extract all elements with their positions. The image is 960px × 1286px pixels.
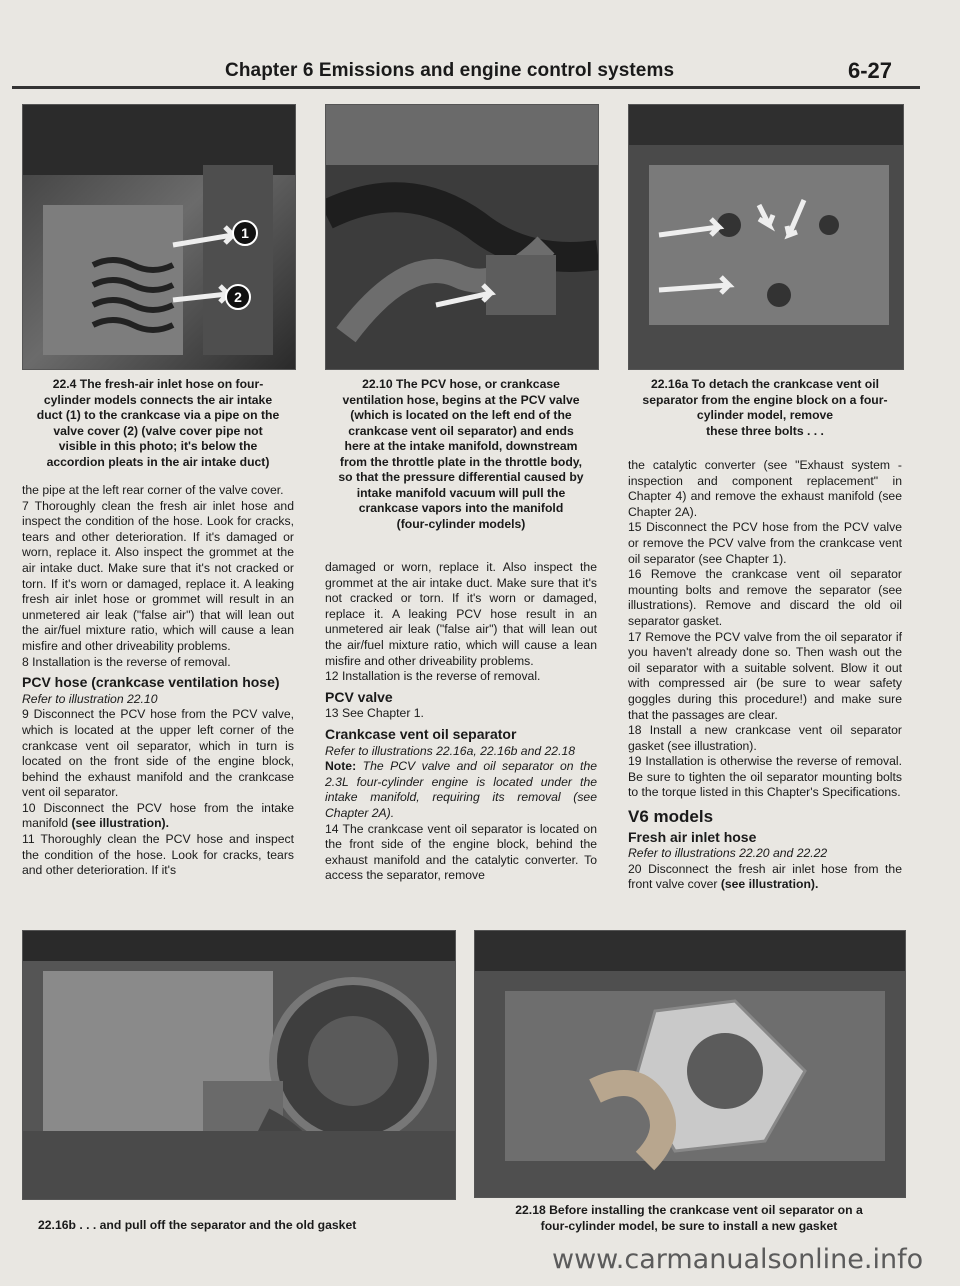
caption-line: visible in this photo; it's below the — [58, 439, 258, 453]
paragraph: 13 See Chapter 1. — [325, 706, 424, 721]
caption-line: (four-cylinder models) — [396, 516, 526, 531]
paragraph: 19 Installation is otherwise the reverse of removal. Be sure to tighten the oil separator mounting bolts to the torque listed in this Chapter's Specifications. — [628, 754, 902, 800]
paragraph-text: 10 Disconnect the PCV hose from the intake manifold — [22, 800, 294, 831]
caption-line: ventilation hose, begins at the PCV valve — [342, 392, 580, 407]
paragraph: 7 Thoroughly clean the fresh air inlet hose and inspect the condition of the hose. Look for cracks, tears and other deterioration. If it's damaged or worn, replace it. Also inspect the grommet at the air intake duct. Make sure that it's not cracked or torn. If it's worn or damaged, replace it. A leaking fresh air inlet hose or grommet will result in an unmetered air leak ("false air") that will lean out the air/fuel mixture ratio, which will cause a lean misfire and other driveability problems. — [22, 498, 294, 653]
illustration-link: (see illustration). — [71, 816, 169, 831]
header-rule — [12, 86, 920, 89]
text-column-3 — [628, 458, 902, 893]
illustration-link: (see illustration). — [720, 877, 819, 892]
photo-marker-2: 2 — [234, 289, 242, 305]
text-column-2 — [325, 560, 597, 884]
note — [325, 759, 597, 821]
paragraph: 17 Remove the PCV valve from the oil separator if you haven't already done so. Then wash out the oil separator with a suitable solvent. Blow it out with compressed air (be sure to wear safety goggles during this procedure!) and make sure that the passages are clear. — [628, 629, 902, 722]
caption-line: accordion pleats in the air intake duct) — [46, 454, 270, 469]
paragraph: 16 Remove the crankcase vent oil separator mounting bolts and remove the separator (see illustrations). Remove and discard the old oil separator gasket. — [628, 567, 902, 628]
caption-line: these three bolts . . . — [706, 423, 824, 438]
paragraph: 9 Disconnect the PCV hose from the PCV valve, which is located at the upper left corner of the crankcase vent oil separator, which in turn is located on the front side of the engine block, behind the exhaust manifold and the crankcase vent oil separator. — [22, 707, 294, 800]
caption-line: crankcase vapors into the manifold — [358, 501, 564, 515]
photo-22-16b — [22, 930, 456, 1200]
paragraph: damaged or worn, replace it. Also inspect the grommet at the air intake duct. Make sure that it's not cracked or torn. If it's worn or damaged, replace it. A leaking PCV hose result in an unmetered air leak ("false air") that will lean out the air/fuel mixture ratio, which will cause a lean misfire and other driveability problems. — [325, 560, 597, 668]
caption-22-16b: 22.16b . . . and pull off the separator and the old gasket — [38, 1218, 357, 1232]
note-text: The PCV valve and oil separator on the 2.3L four-cylinder engine is located under the intake manifold, requiring its removal (see Chapter 2A). — [325, 759, 597, 820]
section-heading: PCV valve — [325, 688, 393, 705]
caption-22-18 — [474, 1203, 904, 1234]
caption-line: 22.16a To detach the crankcase vent oil — [650, 377, 880, 391]
caption-line: (which is located on the left end of the — [350, 408, 572, 422]
caption-line: separator from the engine block on a four- — [642, 392, 888, 407]
section-heading: PCV hose (crankcase ventilation hose) — [22, 674, 280, 691]
page-number: 6-27 — [848, 58, 893, 83]
caption-line: crankcase vent oil separator) and ends — [348, 423, 574, 438]
section-heading: Fresh air inlet hose — [628, 828, 757, 845]
caption-line: from the throttle plate in the throttle body, — [339, 454, 583, 469]
illustration-reference: Refer to illustrations 22.20 and 22.22 — [628, 846, 828, 861]
paragraph: 15 Disconnect the PCV hose from the PCV valve or remove the PCV valve from the crankcase vent oil separator (see Chapter 1). — [628, 520, 902, 566]
photo-22-4 — [22, 104, 296, 370]
photo-22-10 — [325, 104, 599, 370]
note-label: Note: — [325, 759, 363, 774]
paragraph: 14 The crankcase vent oil separator is located on the front side of the engine block, behind the exhaust manifold and the catalytic converter. To access the separator, remove — [325, 821, 597, 883]
section-heading: V6 models — [628, 807, 714, 827]
caption-line: duct (1) to the crankcase via a pipe on the — [36, 408, 280, 422]
caption-line: 22.10 The PCV hose, or crankcase — [362, 377, 560, 391]
caption-line: cylinder models connects the air intake — [43, 392, 273, 407]
caption-line: so that the pressure differential caused by — [338, 470, 584, 484]
section-heading: Crankcase vent oil separator — [325, 725, 517, 742]
paragraph: the pipe at the left rear corner of the valve cover. — [22, 483, 284, 497]
paragraph-text: 20 Disconnect the fresh air inlet hose from the front valve cover — [628, 861, 902, 892]
caption-line: here at the intake manifold, downstream — [344, 439, 578, 453]
paragraph: the catalytic converter (see "Exhaust system - inspection and component replacement" in Chapter 4) and remove the exhaust manifold (see Chapter 2A). — [628, 458, 902, 519]
photo-22-18 — [474, 930, 906, 1198]
photo-marker-1: 1 — [241, 225, 249, 241]
chapter-title: Chapter 6 Emissions and engine control systems — [225, 60, 675, 81]
paragraph — [22, 801, 294, 832]
paragraph: 8 Installation is the reverse of removal. — [22, 654, 231, 669]
illustration-reference: Refer to illustration 22.10 — [22, 691, 158, 706]
caption-22-16a — [628, 377, 902, 439]
paragraph — [628, 862, 902, 893]
paragraph: 18 Install a new crankcase vent oil separator gasket (see illustration). — [628, 723, 902, 753]
caption-line: valve cover (2) (valve cover pipe not — [53, 423, 263, 438]
photo-22-16a — [628, 104, 904, 370]
caption-line: intake manifold vacuum will pull the — [356, 485, 566, 500]
caption-line: 22.18 Before installing the crankcase vent oil separator on a — [515, 1203, 863, 1217]
watermark: www.carmanualsonline.info — [552, 1244, 924, 1275]
caption-line: cylinder model, remove — [696, 408, 834, 422]
text-column-1 — [22, 483, 294, 879]
paragraph: 12 Installation is the reverse of removal. — [325, 669, 541, 684]
caption-line: 22.4 The fresh-air inlet hose on four- — [52, 377, 264, 391]
illustration-reference: Refer to illustrations 22.16a, 22.16b and 22.18 — [325, 743, 576, 758]
paragraph: 11 Thoroughly clean the PCV hose and inspect the condition of the hose. Look for cracks, tears and other deterioration. If it's — [22, 832, 294, 878]
caption-22-4 — [22, 377, 294, 470]
caption-line: four-cylinder model, be sure to install a new gasket — [540, 1218, 838, 1233]
caption-22-10 — [325, 377, 597, 532]
